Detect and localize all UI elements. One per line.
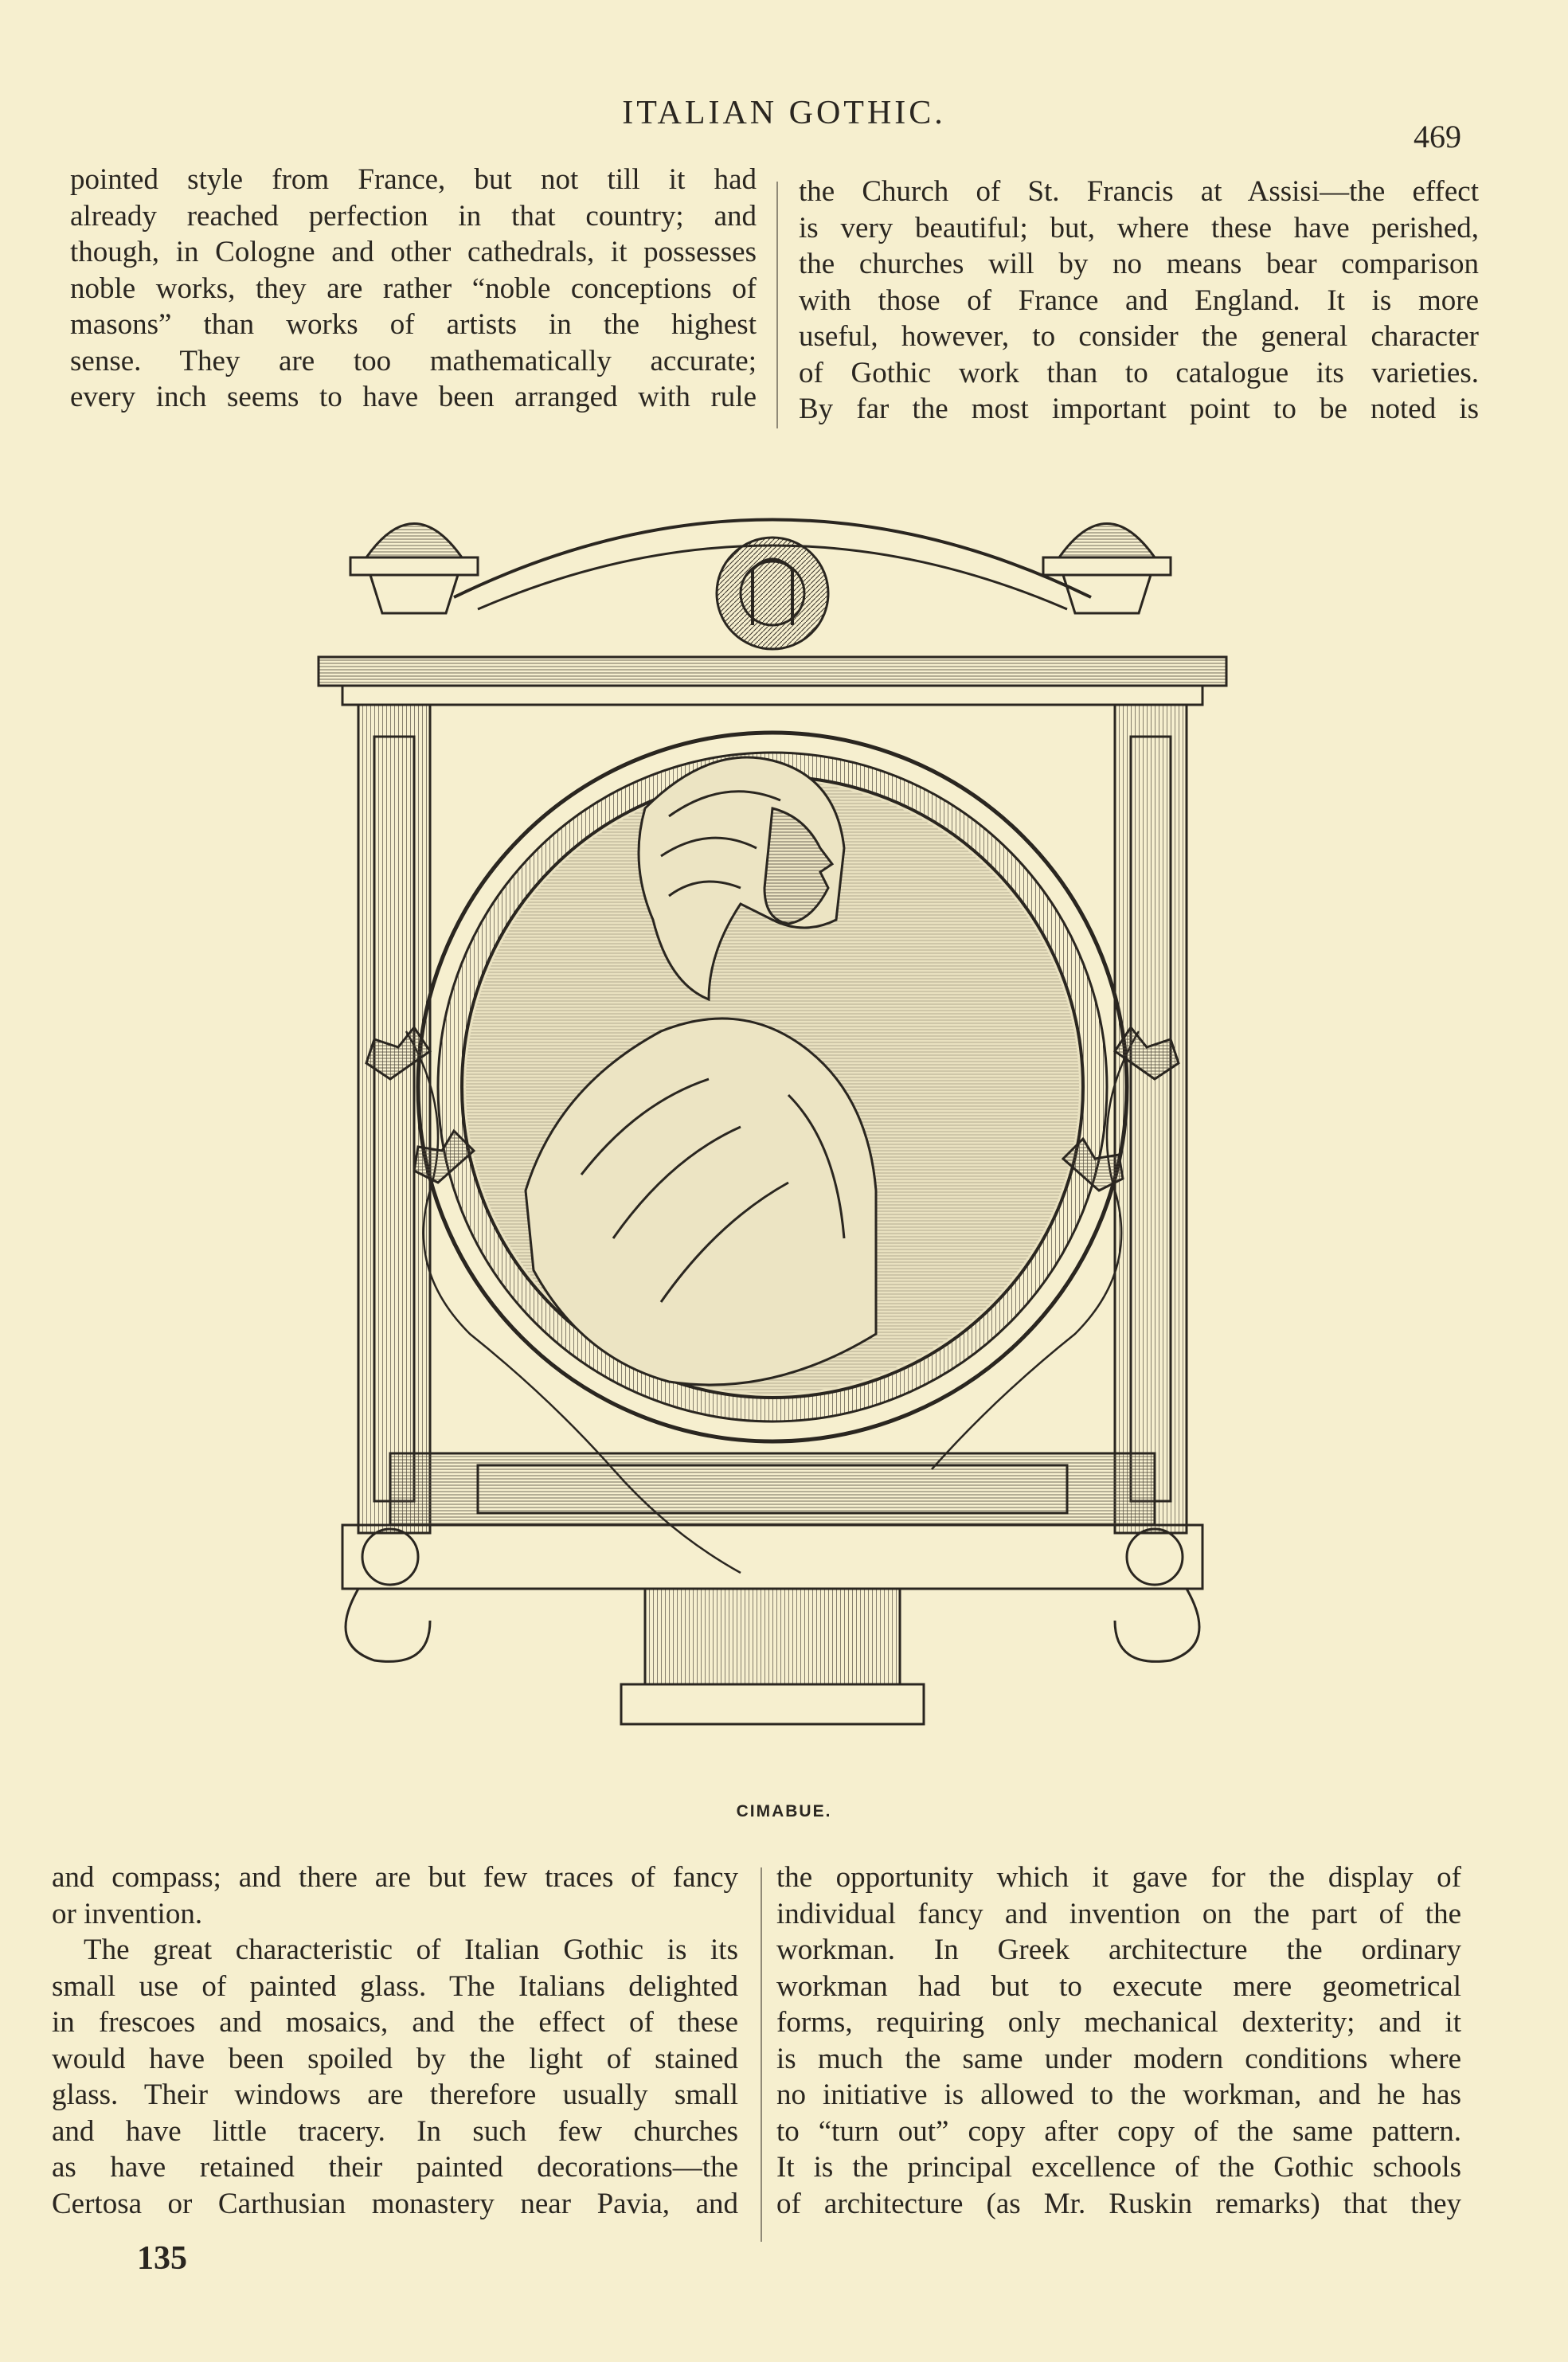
text-line: forms, requiring only mechanical dexterity; and it <box>776 2006 1461 2039</box>
text-line: of architecture (as Mr. Ruskin remarks) that they <box>776 2187 1461 2220</box>
text-line: the Church of St. Francis at Assisi—the effect <box>799 175 1479 208</box>
top-left-column <box>70 162 757 416</box>
text-line: is very beautiful; but, where these have perished, <box>799 211 1479 244</box>
top-right-column <box>799 174 1479 428</box>
page-number: 469 <box>1414 119 1461 154</box>
text-line: and have little tracery. In such few churches <box>52 2114 738 2148</box>
text-line: though, in Cologne and other cathedrals, it possesses <box>70 236 757 268</box>
bottom-left-column <box>52 1859 738 2222</box>
text-line: glass. Their windows are therefore usually small <box>52 2078 738 2111</box>
text-line: noble works, they are rather “noble conceptions of <box>70 272 757 305</box>
text-line: Certosa or Carthusian monastery near Pavia, and <box>52 2187 738 2220</box>
text-line: sense. They are too mathematically accurate; <box>70 344 757 377</box>
text-line: with those of France and England. It is more <box>799 284 1479 317</box>
text-line: is much the same under modern conditions where <box>776 2042 1461 2075</box>
portrait-engraving <box>295 474 1250 1764</box>
text-line: no initiative is allowed to the workman, and he has <box>776 2078 1461 2111</box>
text-line: already reached perfection in that country; and <box>70 199 757 233</box>
text-line: small use of painted glass. The Italians delighted <box>52 1969 738 2003</box>
text-line: useful, however, to consider the general character <box>799 320 1479 353</box>
signature-mark: 135 <box>137 2240 187 2277</box>
column-rule <box>761 1867 762 2242</box>
text-line: It is the principal excellence of the Gothic schools <box>776 2151 1461 2184</box>
text-line: in frescoes and mosaics, and the effect of these <box>52 2006 738 2039</box>
text-line: or invention. <box>52 1897 203 1930</box>
column-rule <box>776 182 778 428</box>
text-line: individual fancy and invention on the part of the <box>776 1897 1461 1930</box>
text-line: workman had but to execute mere geometrical <box>776 1969 1461 2003</box>
running-head: ITALIAN GOTHIC. <box>622 95 946 131</box>
ornamental-frame-illustration <box>295 474 1250 1764</box>
text-line: the churches will by no means bear comparison <box>799 248 1479 280</box>
text-line: to “turn out” copy after copy of the same pattern. <box>776 2114 1461 2148</box>
text-line: and compass; and there are but few traces of fancy <box>52 1861 738 1894</box>
text-line: pointed style from France, but not till it had <box>70 163 757 196</box>
figure-caption: CIMABUE. <box>736 1802 832 1820</box>
text-line: The great characteristic of Italian Gothic is its <box>84 1934 738 1966</box>
bottom-right-column <box>776 1859 1461 2222</box>
text-line: the opportunity which it gave for the display of <box>776 1861 1461 1894</box>
text-line: every inch seems to have been arranged with rule <box>70 381 757 413</box>
text-line: workman. In Greek architecture the ordinary <box>776 1934 1461 1966</box>
text-line: as have retained their painted decorations—the <box>52 2151 738 2184</box>
text-line: masons” than works of artists in the highest <box>70 308 757 341</box>
text-line: By far the most important point to be noted is <box>799 393 1479 425</box>
text-line: of Gothic work than to catalogue its varieties. <box>799 356 1479 389</box>
text-line: would have been spoiled by the light of stained <box>52 2042 738 2075</box>
